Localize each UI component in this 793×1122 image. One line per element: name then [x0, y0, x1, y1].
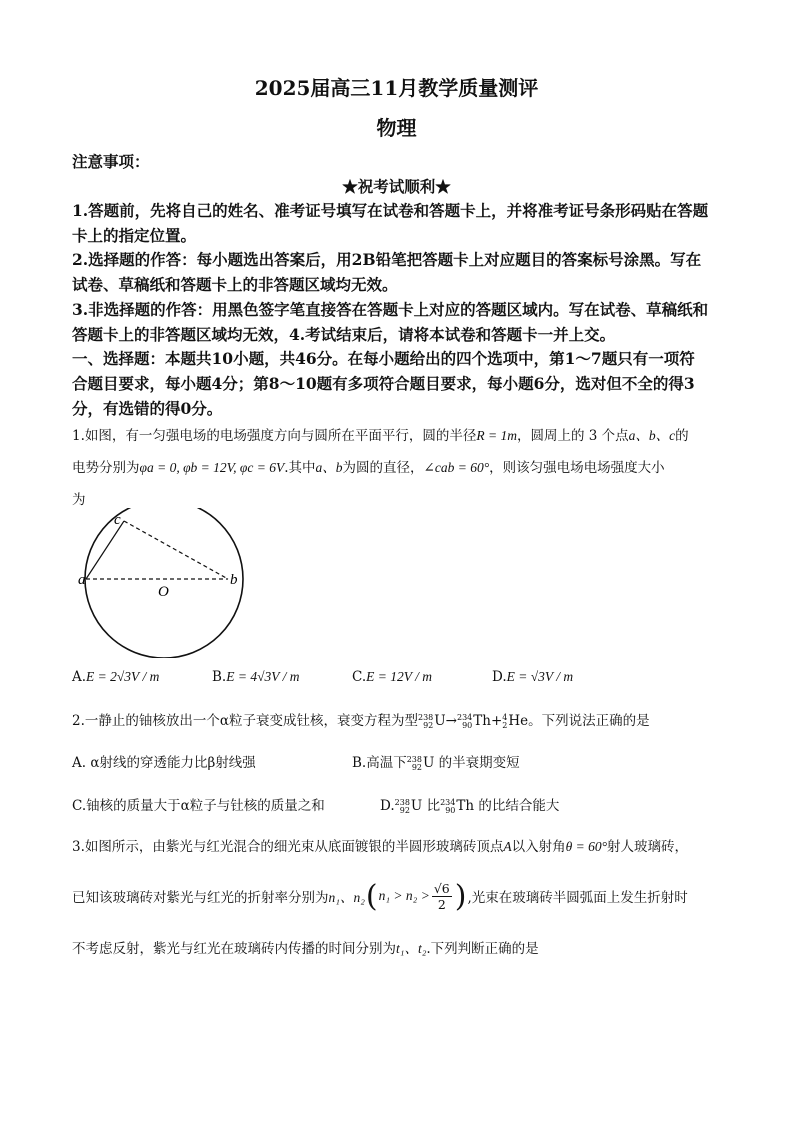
- notice-line: 答题卡上的非答题区域均无效，4.考试结束后，请将本试卷和答题卡一并上交。: [72, 325, 616, 344]
- q1-text: 的: [675, 428, 689, 444]
- option-value: E = 2√3V / m: [86, 669, 160, 684]
- q1-text: ，圆周上的 3 个点: [517, 428, 629, 444]
- section-heading-line: 分，有选错的得0分。: [72, 399, 223, 418]
- atomic-number: 92: [399, 805, 410, 815]
- option-key: A.: [72, 669, 87, 685]
- circle: [85, 508, 243, 658]
- th-nuclide-index: [440, 799, 455, 815]
- option-key: C.: [352, 669, 367, 685]
- atomic-number: 92: [423, 720, 434, 730]
- q1-potentials: φa = 0, φb = 12V, φc = 6V: [139, 460, 285, 475]
- u-nuclide-index: [395, 799, 410, 815]
- q1-line3: 为: [72, 492, 86, 508]
- notice-line: 卡上的指定位置。: [72, 226, 197, 245]
- th-nuclide-index: [457, 714, 472, 730]
- decay-arrow: →: [445, 713, 457, 729]
- option-key: D.: [492, 669, 507, 685]
- notice-heading: 注意事项：: [72, 152, 150, 171]
- q1-option-c: [352, 669, 432, 685]
- q3-indices: n₁、n₂: [328, 890, 365, 905]
- q2-option-d: [380, 794, 559, 815]
- helium-symbol: He: [508, 713, 529, 729]
- q2-text: 。下列说法正确的是: [528, 713, 650, 729]
- notice-line: 2.选择题的作答：每小题选出答案后，用2B铅笔把答题卡上对应题目的答案标号涂黑。写在: [72, 250, 702, 269]
- mass-number: 234: [440, 797, 456, 807]
- option-value: E = 4√3V / m: [226, 669, 300, 684]
- q3-text: 不考虑反射，紫光与红光在玻璃砖内传播的时间分别为: [72, 941, 396, 957]
- q1-radius: R = 1m: [476, 428, 517, 443]
- q3-text: .下列判断正确的是: [426, 941, 539, 957]
- u-nuclide-index: [407, 756, 422, 772]
- mass-number: 238: [418, 712, 434, 722]
- notice-line: 试卷、草稿纸和答题卡上的非答题区域均无效。: [72, 275, 398, 294]
- option-text: B.高温下: [352, 755, 407, 771]
- q1-option-a: [72, 669, 159, 685]
- fraction-numerator: √6: [433, 880, 450, 896]
- q1-text: 电势分别为: [72, 460, 140, 476]
- label-a: a: [78, 572, 86, 588]
- q1-text: .其中: [284, 460, 316, 476]
- q3-text: 以入射角: [511, 839, 566, 855]
- left-paren: (: [365, 878, 378, 914]
- q3-inequality: n₁ > n₂ >: [378, 888, 430, 903]
- q1-angle: ∠cab = 60°: [423, 460, 490, 475]
- he-nuclide-index: [502, 714, 507, 730]
- q1-option-b: [212, 669, 300, 685]
- option-text: U 比: [410, 798, 441, 814]
- q1-diameter-points: a、b: [315, 460, 343, 475]
- option-value: E = 12V / m: [366, 669, 432, 684]
- right-paren: ): [454, 878, 467, 914]
- chord-ac: [86, 521, 124, 579]
- notice-line: 1.答题前，先将自己的姓名、准考证号填写在试卷和答题卡上，并将准考证号条形码贴在答题: [72, 201, 709, 220]
- option-text: U 的半衰期变短: [423, 755, 520, 771]
- q2-option-b: [352, 751, 520, 772]
- atomic-number: 90: [445, 805, 456, 815]
- q2-option-c: C.铀核的质量大于α粒子与钍核的质量之和: [72, 798, 325, 814]
- q1-option-d: [492, 669, 573, 685]
- chord-cb: [124, 521, 228, 579]
- q3-times: t₁、t₂: [396, 941, 427, 956]
- q1-text: ，则该匀强电场电场强度大小: [489, 460, 665, 476]
- atomic-number: 2: [502, 720, 508, 730]
- mass-number: 234: [456, 712, 473, 722]
- notice-wish: ★祝考试顺利★: [342, 177, 451, 196]
- q1-line2: [72, 456, 665, 476]
- q2-option-a: A. α射线的穿透能力比β射线强: [72, 755, 256, 771]
- q1-points: a、b、c: [628, 428, 676, 443]
- mass-number: 238: [406, 754, 422, 764]
- label-c: c: [114, 512, 121, 528]
- q3-text: ,光束在玻璃砖半圆弧面上发生折射时: [467, 890, 688, 906]
- q2-text: 2.一静止的铀核放出一个α粒子衰变成钍核，衰变方程为型: [72, 713, 418, 729]
- label-o: O: [158, 584, 169, 600]
- q3-text: 3.如图所示，由紫光与红光混合的细光束从底面镀银的半圆形玻璃砖顶点: [72, 839, 504, 855]
- atomic-number: 90: [462, 720, 473, 730]
- option-key: B.: [212, 669, 227, 685]
- uranium-symbol: U: [434, 713, 446, 729]
- option-text: Th 的比结合能大: [456, 798, 560, 814]
- option-text: D.: [380, 798, 395, 814]
- u-nuclide-index: [418, 714, 433, 730]
- section-heading-line: 合题目要求，每小题4分；第8～10题有多项符合题目要求，每小题6分，选对但不全的得3: [72, 374, 695, 393]
- q3-point-a: A: [503, 839, 512, 854]
- section-heading-line: 一、选择题：本题共10小题，共46分。在每小题给出的四个选项中，第1～7题只有一项符: [72, 349, 695, 368]
- q1-text: 1.如图，有一匀强电场的电场强度方向与圆所在平面平行，圆的半径: [72, 428, 477, 444]
- q3-fraction: [432, 881, 452, 912]
- q3-text: 已知该玻璃砖对紫光与红光的折射率分别为: [72, 890, 329, 906]
- q1-line1: [72, 424, 689, 444]
- option-value: E = √3V / m: [506, 669, 574, 684]
- atomic-number: 92: [411, 762, 422, 772]
- notice-line: 3.非选择题的作答：用黑色签字笔直接答在答题卡上对应的答题区域内。写在试卷、草稿纸和: [72, 300, 709, 319]
- q1-circle-figure: [70, 508, 250, 658]
- q3-line1: [72, 835, 688, 855]
- mass-number: 4: [502, 712, 508, 722]
- q3-text: 射人玻璃砖，: [607, 839, 689, 855]
- exam-title: 2025届高三11月教学质量测评: [254, 76, 539, 100]
- fraction-denominator: 2: [437, 896, 446, 912]
- q3-line3: [72, 937, 539, 957]
- q3-line2: [72, 878, 688, 914]
- thorium-symbol: Th+: [473, 713, 503, 729]
- mass-number: 238: [394, 797, 410, 807]
- label-b: b: [230, 572, 238, 588]
- q1-text: 为圆的直径，: [342, 460, 424, 476]
- subject-title: 物理: [376, 116, 417, 140]
- q3-angle: θ = 60°: [565, 839, 608, 854]
- q2-stem: [72, 709, 650, 730]
